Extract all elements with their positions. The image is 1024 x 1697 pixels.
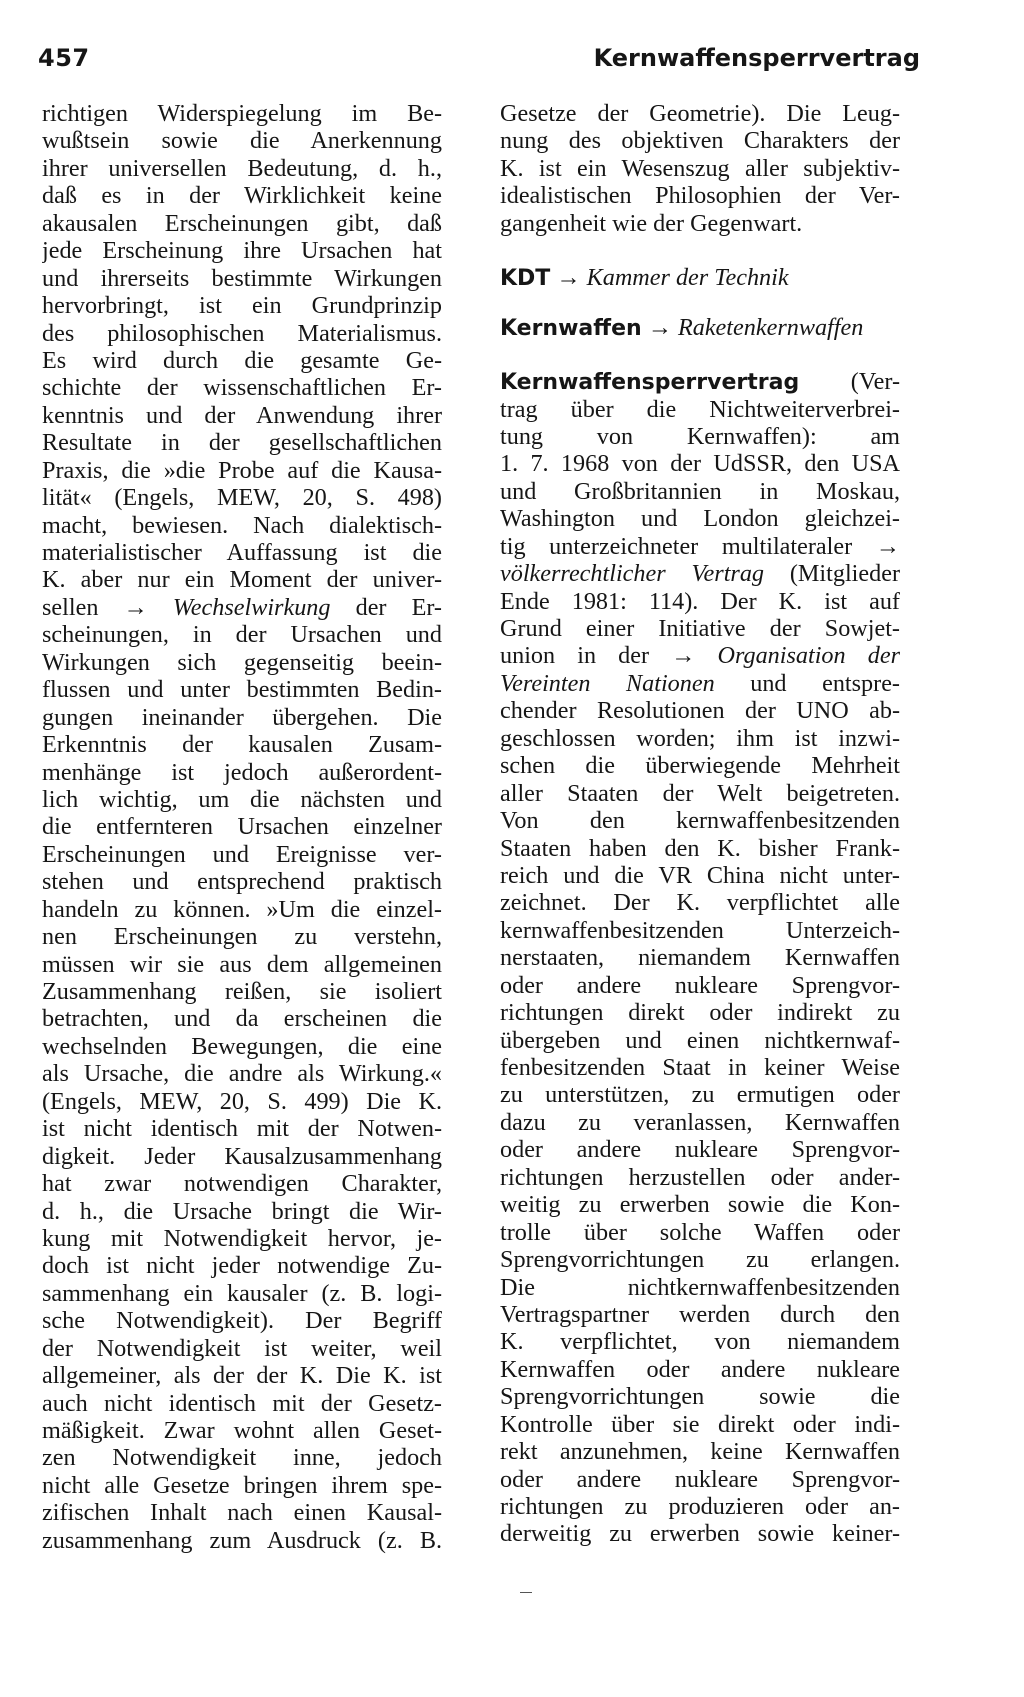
text-line: richtigen Widerspiegelung im Be- [42, 100, 442, 127]
text-line: menhänge ist jedoch außerordent- [42, 758, 442, 786]
text-line: zu unterstützen, zu ermutigen oder [500, 1081, 900, 1109]
text-line: die entfernteren Ursachen einzelner [42, 813, 442, 841]
text-line: sche Notwendigkeit). Der Begriff [42, 1307, 442, 1335]
text-line: zen Notwendigkeit inne, jedoch [42, 1444, 442, 1472]
text-line: sammenhang ein kausaler (z. B. logi- [42, 1279, 442, 1307]
text-line: kernwaffenbesitzenden Unterzeich- [500, 916, 900, 944]
text-line: zeichnet. Der K. verpflichtet alle [500, 889, 900, 917]
cross-reference: völkerrechtlicher Vertrag [500, 560, 765, 588]
text-line: akausalen Erscheinungen gibt, daß [42, 209, 442, 237]
text-line: Sprengvorrichtungen sowie die [500, 1383, 900, 1411]
text-line: geschlossen worden; ihm ist inzwi- [500, 724, 900, 752]
text-line: dazu zu veranlassen, Kernwaffen [500, 1108, 900, 1136]
cross-reference: Raketenkernwaffen [677, 313, 864, 341]
text-line: doch ist nicht jeder notwendige Zu- [42, 1252, 442, 1280]
text-line: Gesetze der Geometrie). Die Leug- [500, 100, 900, 127]
cross-reference: Wechselwirkung [172, 593, 331, 621]
entry-kernwaffen: Kernwaffen → Raketenkernwaffen [500, 313, 864, 341]
text-line: sellen → Wechselwirkung der Er- [42, 593, 442, 621]
text-line: flussen und unter bestimmten Bedin- [42, 676, 442, 704]
page-number: 457 [38, 44, 90, 72]
text-line: Erkenntnis der kausalen Zusam- [42, 731, 442, 759]
text-line: materialistischer Auffassung ist die [42, 539, 442, 566]
text-line: Erscheinungen und Ereignisse ver- [42, 840, 442, 868]
text-line: trag über die Nichtweiterverbrei- [500, 395, 900, 423]
text-line: (Engels, MEW, 20, S. 499) Die K. [42, 1087, 442, 1115]
text-line: K. verpflichtet, von niemandem [500, 1328, 900, 1356]
cross-reference: Vereinten Nationen [500, 669, 715, 697]
text-line: reich und die VR China nicht unter- [500, 861, 900, 889]
text-line: oder andere nukleare Sprengvor- [500, 971, 900, 999]
text-line: Sprengvorrichtungen zu erlangen. [500, 1246, 900, 1274]
text-line: und Großbritannien in Moskau, [500, 477, 900, 505]
entry-headword: Kernwaffensperrvertrag [500, 370, 800, 396]
text-line: zifischen Inhalt nach einen Kausal- [42, 1499, 442, 1527]
text-line: lich wichtig, um die nächsten und [42, 785, 442, 813]
text-line: jede Erscheinung ihre Ursachen hat [42, 237, 442, 265]
text-line: richtungen zu produzieren oder an- [500, 1493, 900, 1520]
text-line: Grund einer Initiative der Sowjet- [500, 615, 900, 642]
right-column [500, 100, 900, 1548]
text-line: Praxis, die »die Probe auf die Kausa- [42, 456, 442, 484]
text-line: nerstaaten, niemandem Kernwaffen [500, 944, 900, 972]
text-line: Washington und London gleichzei- [500, 505, 900, 533]
text-line: nen Erscheinungen zu verstehn, [42, 923, 442, 951]
text-line: schichte der wissenschaftlichen Er- [42, 374, 442, 402]
text-line: stehen und entsprechend praktisch [42, 868, 442, 896]
text-line: derweitig zu erwerben sowie keiner- [500, 1520, 900, 1548]
main-entry-body [500, 396, 900, 1548]
running-head: Kernwaffensperrvertrag [593, 44, 920, 72]
text-line: Wirkungen sich gegenseitig beein- [42, 648, 442, 676]
continuation-text [500, 100, 900, 237]
text-line: richtungen direkt oder indirekt zu [500, 999, 900, 1027]
text-line: K. ist ein Wesenszug aller subjektiv- [500, 154, 900, 182]
cross-reference: Organisation der [717, 642, 900, 670]
text-line: übergeben und einen nichtkernwaf- [500, 1026, 900, 1054]
text-line: Vereinten Nationen und entspre- [500, 669, 900, 697]
text-line: betrachten, und da erscheinen die [42, 1005, 442, 1033]
text-line: aller Staaten der Welt beigetreten. [500, 779, 900, 807]
text-line: schen die überwiegende Mehrheit [500, 752, 900, 780]
text-line: union in der → Organisation der [500, 642, 900, 670]
text-line: fenbesitzenden Staat in keiner Weise [500, 1054, 900, 1081]
text-line: als Ursache, die andre als Wirkung.« [42, 1060, 442, 1088]
text-line: Die nichtkernwaffenbesitzenden [500, 1273, 900, 1301]
text-line: oder andere nukleare Sprengvor- [500, 1136, 900, 1164]
text-line: mäßigkeit. Zwar wohnt allen Geset- [42, 1417, 442, 1444]
text-line: macht, bewiesen. Nach dialektisch- [42, 511, 442, 539]
text-line: trolle über solche Waffen oder [500, 1218, 900, 1246]
text-line: richtungen herzustellen oder ander- [500, 1163, 900, 1191]
text-line: digkeit. Jeder Kausalzusammenhang [42, 1142, 442, 1170]
text-line: Es wird durch die gesamte Ge- [42, 346, 442, 374]
text-line: völkerrechtlicher Vertrag (Mitglieder [500, 560, 900, 588]
text-line: gungen ineinander übergehen. Die [42, 703, 442, 731]
text-line: 1. 7. 1968 von der UdSSR, den USA [500, 450, 900, 478]
text-line: kenntnis und der Anwendung ihrer [42, 401, 442, 429]
entry-headword: KDT [500, 266, 551, 292]
text-line: weitig zu erwerben sowie die Kon- [500, 1191, 900, 1219]
text-line: Kernwaffen oder andere nukleare [500, 1355, 900, 1383]
text-line: oder andere nukleare Sprengvor- [500, 1465, 900, 1493]
text-line: wußtsein sowie die Anerkennung [42, 127, 442, 155]
text-line: der Notwendigkeit ist weiter, weil [42, 1334, 442, 1362]
text-line: Kontrolle über sie direkt oder indi- [500, 1410, 900, 1438]
left-column [42, 100, 442, 1554]
text-line: ist nicht identisch mit der Notwen- [42, 1115, 442, 1143]
text-line: Ende 1981: 114). Der K. ist auf [500, 587, 900, 615]
text-line: handeln zu können. »Um die einzel- [42, 895, 442, 923]
text-line: ihrer universellen Bedeutung, d. h., [42, 154, 442, 182]
text-line: Vertragspartner werden durch den [500, 1300, 900, 1328]
entry-headword: Kernwaffen [500, 315, 642, 341]
text-line: tung von Kernwaffen): am [500, 422, 900, 450]
text-line: idealistischen Philosophien der Ver- [500, 182, 900, 210]
text-line: daß es in der Wirklichkeit keine [42, 182, 442, 210]
text-line: wechselnden Bewegungen, die eine [42, 1032, 442, 1060]
text-line: des philosophischen Materialismus. [42, 319, 442, 347]
main-entry-first-line: Kernwaffensperrvertrag (Ver- [500, 368, 900, 396]
text-line: und ihrerseits bestimmte Wirkungen [42, 264, 442, 292]
text-line: nung des objektiven Charakters der [500, 127, 900, 155]
text-line: Resultate in der gesellschaftlichen [42, 429, 442, 457]
cross-reference: Kammer der Technik [586, 264, 789, 292]
text-line: gangenheit wie der Gegenwart. [500, 209, 803, 237]
entry-kdt: KDT → Kammer der Technik [500, 264, 789, 292]
text-line: K. aber nur ein Moment der univer- [42, 566, 442, 594]
text-line: nicht alle Gesetze bringen ihrem spe- [42, 1471, 442, 1499]
text-line: scheinungen, in der Ursachen und [42, 621, 442, 649]
text-line: allgemeiner, als der der K. Die K. ist [42, 1362, 442, 1390]
text-line: rekt anzunehmen, keine Kernwaffen [500, 1438, 900, 1466]
text-line: hervorbringt, ist ein Grundprinzip [42, 292, 442, 320]
text-line: d. h., die Ursache bringt die Wir- [42, 1197, 442, 1225]
text-line: müssen wir sie aus dem allgemeinen [42, 950, 442, 978]
text-line: kung mit Notwendigkeit hervor, je- [42, 1224, 442, 1252]
text-line: Zusammenhang reißen, sie isoliert [42, 978, 442, 1005]
text-line: Staaten haben den K. bisher Frank- [500, 834, 900, 862]
text-line: Von den kernwaffenbesitzenden [500, 807, 900, 835]
print-mark [520, 1592, 532, 1593]
text-line: auch nicht identisch mit der Gesetz- [42, 1389, 442, 1417]
text-line: zusammenhang zum Ausdruck (z. B. [42, 1526, 442, 1554]
text-line: chender Resolutionen der UNO ab- [500, 697, 900, 725]
text-line: tig unterzeichneter multilateraler → [500, 532, 900, 560]
text-line: hat zwar notwendigen Charakter, [42, 1170, 442, 1198]
text-line: lität« (Engels, MEW, 20, S. 498) [42, 484, 442, 512]
